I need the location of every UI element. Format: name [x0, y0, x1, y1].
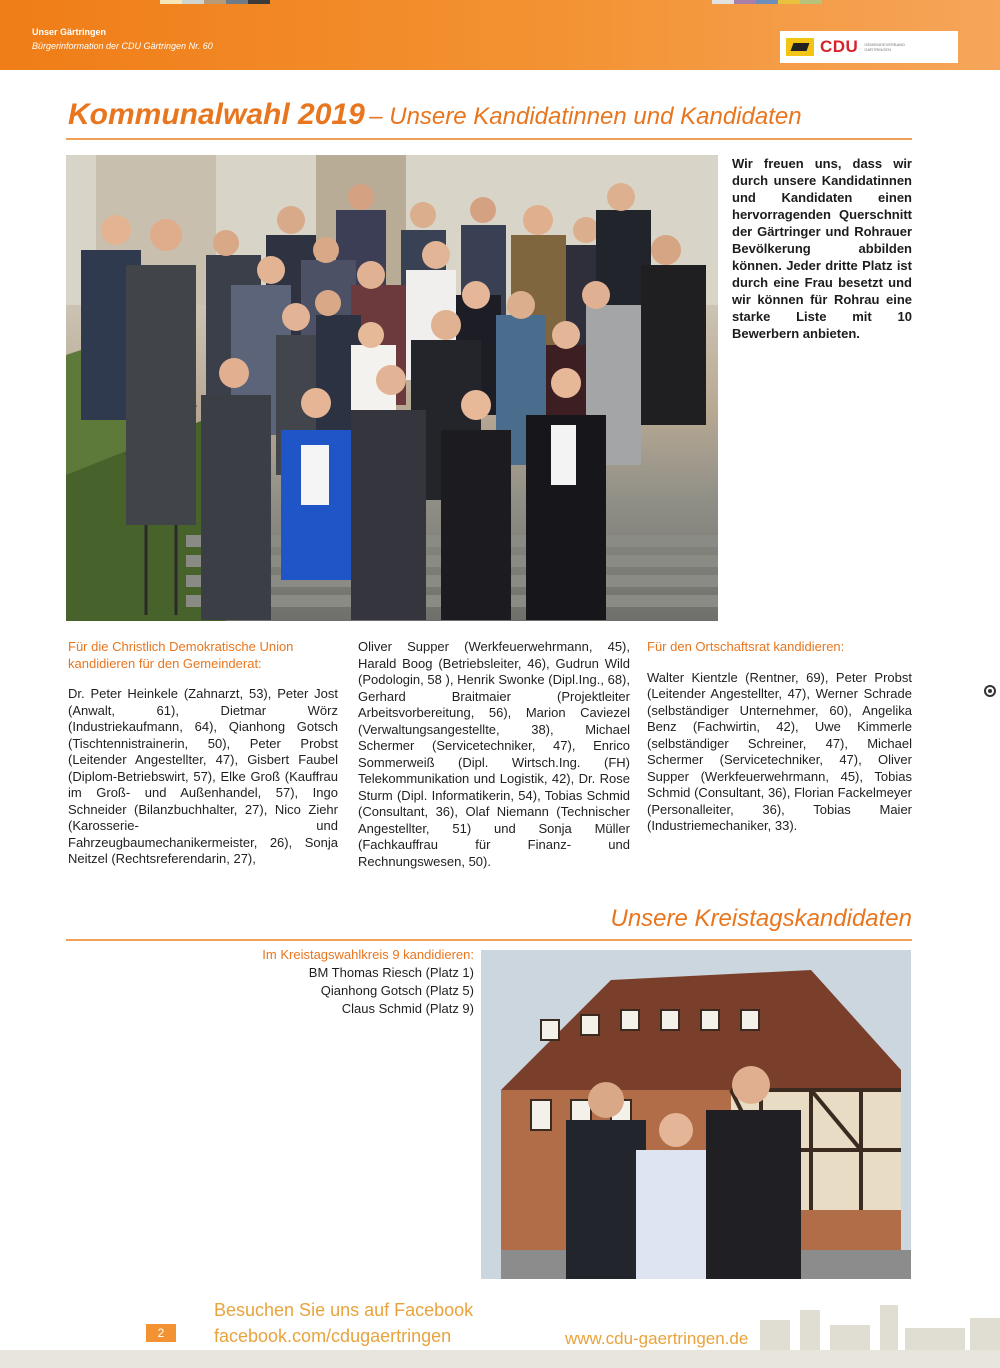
record-icon[interactable] — [984, 685, 996, 697]
ortschaftsrat-candidates: Walter Kientzle (Rentner, 69), Peter Probst (Leitender Angestellter, 47), Werner Schrade (selbständiger Unternehmer, 60), Angelika Benz (Fachwirtin, 42), Uwe Kimmerle (selbständiger Schreiner, 47), Michael Schermer (Servicetechniker, 47), Oliver Supper (Werkfeuerwehrmann, 45), Tobias Schmid (Consultant, 36), Florian Fackelmeyer (Personalleiter, 36), Tobias Maier (Industriemechaniker, 33). — [647, 669, 912, 833]
color-swatch — [800, 0, 822, 4]
color-swatch — [778, 0, 800, 4]
kreistag-candidate: Claus Schmid (Platz 9) — [341, 1001, 474, 1016]
color-swatch — [248, 0, 270, 4]
kreistag-title: Unsere Kreistagskandidaten — [610, 905, 912, 932]
logo-subtext: GEMEINDEVERBAND GÄRTRINGEN — [864, 42, 906, 52]
kreistag-lead: Im Kreistagswahlkreis 9 kandidieren: — [262, 947, 474, 962]
ortschaftsrat-lead: Für den Ortschaftsrat kandidieren: — [647, 639, 845, 654]
gemeinderat-candidates-2: Oliver Supper (Werkfeuerwehrmann, 45), Harald Boog (Betriebsleiter, 46), Gudrun Wild (Podologin, 58 ), Henrik Swonke (Dipl.Ing., 68), Gerhard Braitmaier (Projektleiter Arbeitsvorbereitung, 56), Marion Caviezel (Verwaltungsangestellte, 38), Michael Schermer (Servicetechniker, 47), Enrico Sommerweiß (Dipl. Wirtsch.Ing. (FH) Telekommunikation und Logistik, 42), Dr. Rose Sturm (Dipl. Informatikerin, 54), Tobias Schmid (Consultant, 36), Olaf Niemann (Technischer Angestellter, 51) und Sonja Müller (Fachkauffrau für Finanz- und Rechnungswesen, 50). — [358, 639, 630, 869]
color-swatch — [226, 0, 248, 4]
gemeinderat-column-1 — [68, 639, 338, 868]
group-photo — [66, 155, 718, 621]
color-swatch — [734, 0, 756, 4]
color-swatch — [712, 0, 734, 4]
facebook-line-1: Besuchen Sie uns auf Facebook — [214, 1300, 474, 1320]
color-strip-right — [712, 0, 822, 4]
page-title — [68, 98, 802, 132]
color-swatch — [204, 0, 226, 4]
color-swatch — [160, 0, 182, 4]
kreistag-list — [200, 946, 474, 1018]
publication-title: Unser Gärtringen — [32, 27, 107, 37]
page-title-sub: – Unsere Kandidatinnen und Kandidaten — [369, 103, 802, 130]
kreistag-photo — [481, 950, 911, 1279]
kreistag-rule — [66, 939, 912, 941]
kreistag-candidate: BM Thomas Riesch (Platz 1) — [308, 965, 474, 980]
logo-text: CDU — [820, 37, 859, 56]
color-swatch — [756, 0, 778, 4]
page-header — [0, 0, 1000, 70]
ortschaftsrat-column — [647, 639, 912, 835]
intro-text: Wir freuen uns, dass wir durch unsere Kandidatinnen und Kandidaten einen hervorragenden Querschnitt der Gärtringer und Rohrauer Bevölkerung abbilden können. Jeder dritte Platz ist durch eine Frau besetzt und wir können für Rohrau eine starke Liste mit 10 Bewerbern anbieten. — [732, 156, 912, 341]
page-title-main: Kommunalwahl 2019 — [68, 98, 365, 131]
website-link[interactable]: www.cdu-gaertringen.de — [565, 1329, 749, 1348]
gemeinderat-column-2 — [358, 639, 630, 870]
gemeinderat-candidates-1: Dr. Peter Heinkele (Zahnarzt, 53), Peter Jost (Anwalt, 61), Dietmar Wörz (Industriekaufmann, 64), Qianhong Gotsch (Tischtennistrainerin, 50), Peter Probst (Leitender Angestellter, 47), Gisbert Faubel (Diplom-Betriebswirt, 57), Elke Groß (Kauffrau im Groß- und Außenhandel, 57), Ingo Schneider (Bilanzbuchhalter, 27), Nico Ziehr (Karosserie- und Fahrzeugbaumechanikermeister, 26), Sonja Neitzel (Rechtsreferendarin, 27), — [68, 686, 338, 866]
kreistag-candidate: Qianhong Gotsch (Platz 5) — [320, 983, 474, 998]
page-number: 2 — [146, 1324, 176, 1342]
color-swatch — [182, 0, 204, 4]
color-strip-left — [160, 0, 270, 4]
cdu-logo — [780, 31, 958, 63]
group-photo-illustration — [66, 155, 718, 621]
cdu-flag-icon — [786, 38, 814, 56]
gemeinderat-lead: Für die Christlich Demokratische Union kandidieren für den Gemeinderat: — [68, 639, 294, 671]
facebook-link[interactable]: facebook.com/cdugaertringen — [214, 1326, 452, 1346]
title-rule — [66, 138, 912, 140]
kreistag-photo-illustration — [481, 950, 911, 1279]
publication-subtitle: Bürgerinformation der CDU Gärtringen Nr. 60 — [32, 41, 213, 51]
